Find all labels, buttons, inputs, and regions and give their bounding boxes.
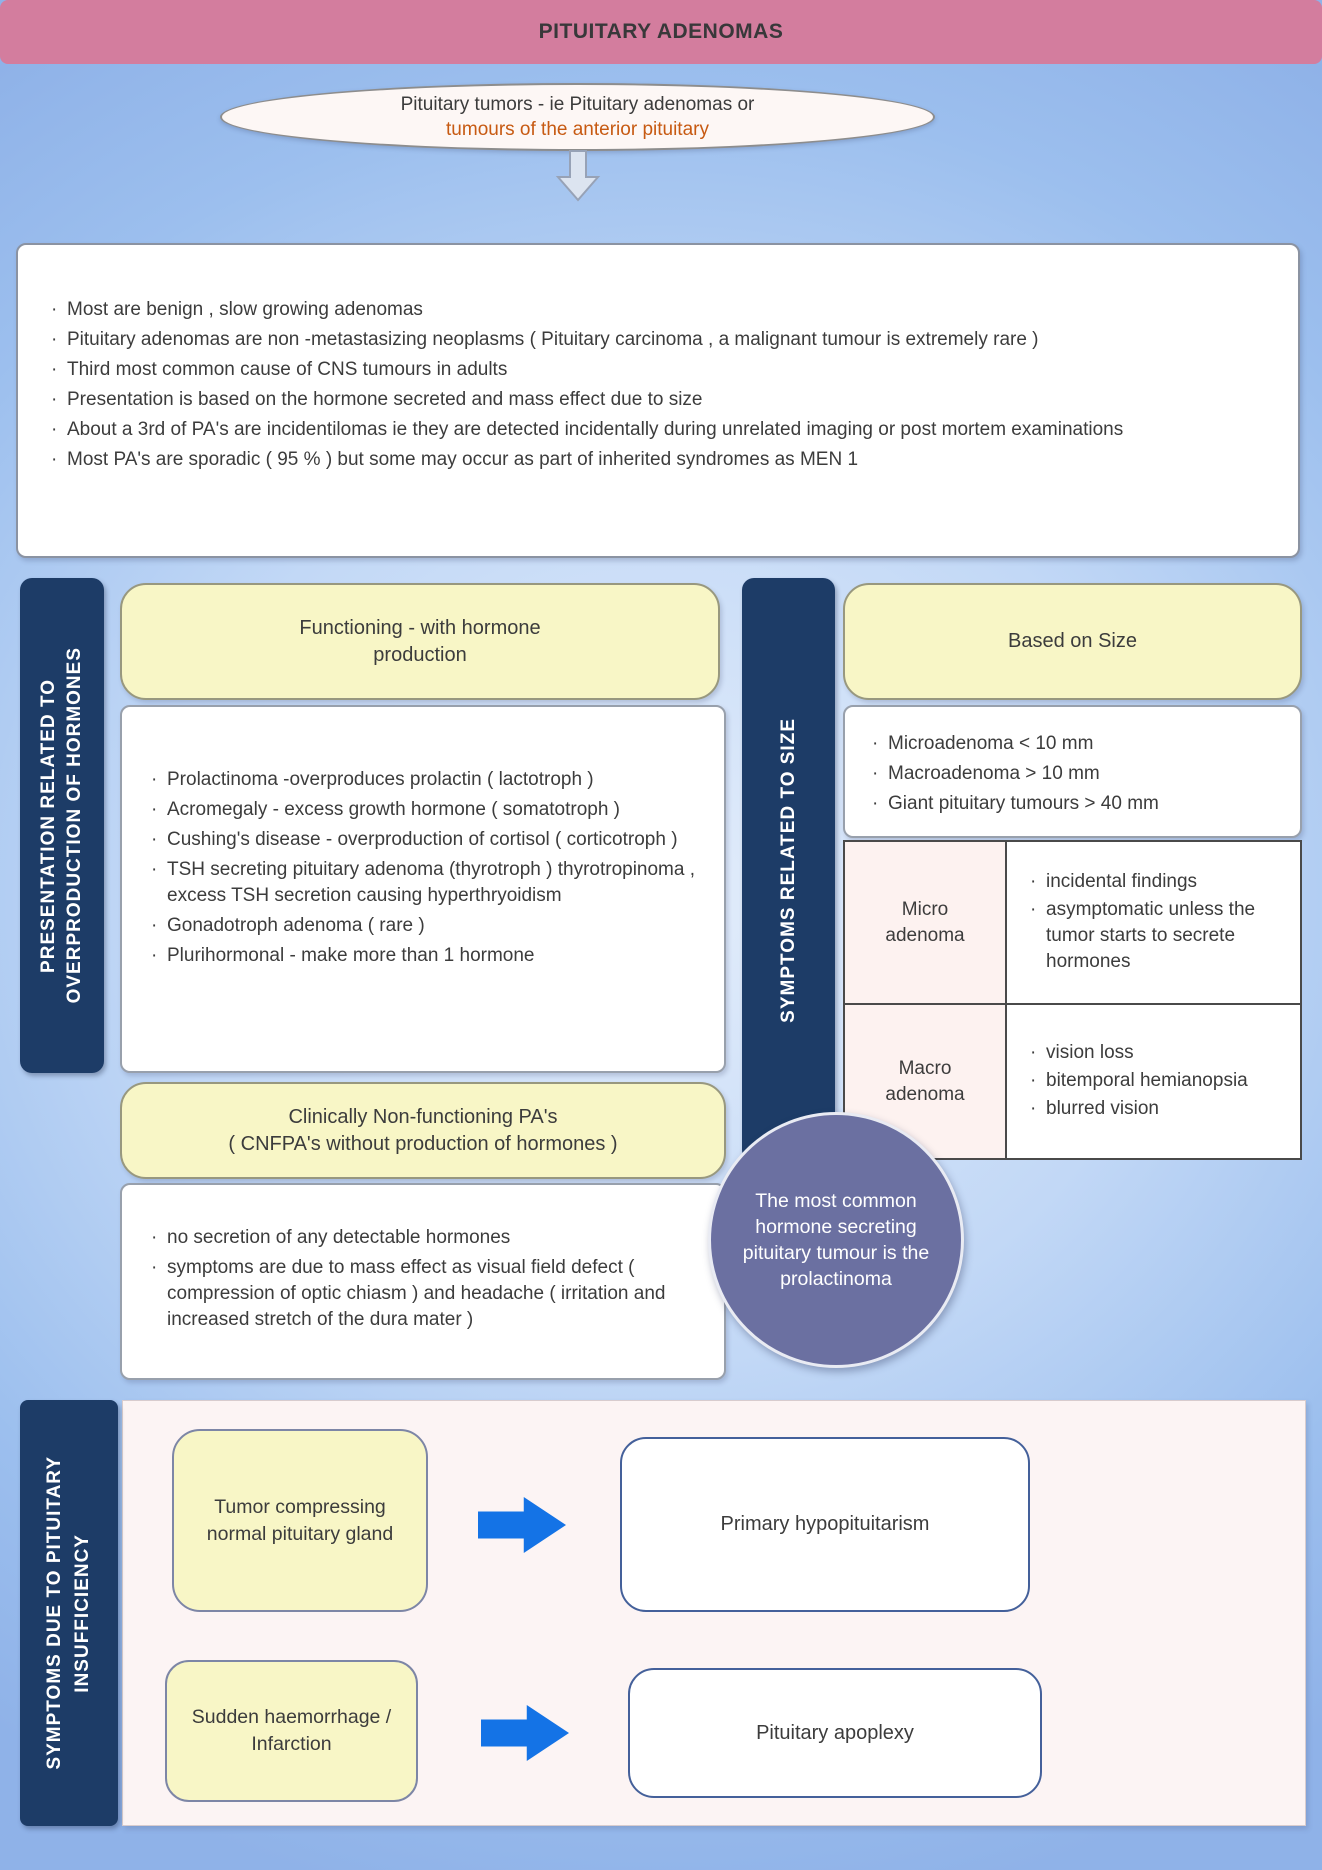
effect-box-apoplexy: Pituitary apoplexy — [628, 1668, 1042, 1798]
functioning-bullet: · TSH secreting pituitary adenoma (thyrotroph ) thyrotropinoma , excess TSH secretion causing hyperthryoidism — [148, 857, 706, 909]
sidebar-symptoms-size — [742, 578, 835, 1162]
sidebar-hormone-line-1: PRESENTATION RELATED TO — [38, 678, 59, 973]
micro-symptom: · incidental findings — [1027, 869, 1300, 895]
size-table-label-macro: Macro adenoma — [844, 1004, 1006, 1159]
cnfpa-header-box — [120, 1082, 726, 1179]
overview-bullet: · Third most common cause of CNS tumours in adults — [48, 357, 1258, 383]
size-bullet: · Giant pituitary tumours > 40 mm — [869, 791, 1288, 817]
sidebar-insufficiency-line-1: SYMPTOMS DUE TO PITUITARY — [44, 1456, 65, 1770]
prolactinoma-note-circle — [708, 1112, 964, 1368]
down-arrow-icon — [550, 149, 606, 203]
definition-ellipse — [220, 83, 935, 151]
page-title-banner — [0, 0, 1322, 64]
cnfpa-title-line-2: ( CNFPA's without production of hormones ) — [228, 1132, 618, 1155]
cnfpa-bullet-list — [148, 1225, 706, 1333]
size-bullet: · Microadenoma < 10 mm — [869, 731, 1288, 757]
size-table — [843, 840, 1302, 1160]
cause-box-haemorrhage: Sudden haemorrhage / Infarction — [165, 1660, 418, 1802]
size-bullet-list — [869, 731, 1288, 817]
overview-bullet: · Most PA's are sporadic ( 95 % ) but some may occur as part of inherited syndromes as MEN 1 — [48, 447, 1258, 473]
size-bullet: · Macroadenoma > 10 mm — [869, 761, 1288, 787]
sidebar-size-label: SYMPTOMS RELATED TO SIZE — [777, 717, 799, 1023]
macro-symptom: · vision loss — [1027, 1040, 1248, 1066]
cnfpa-list-box — [120, 1183, 726, 1380]
sidebar-pituitary-insufficiency — [20, 1400, 118, 1826]
functioning-bullet: · Gonadotroph adenoma ( rare ) — [148, 913, 706, 939]
cnfpa-title-line-1: Clinically Non-functioning PA's — [288, 1105, 558, 1128]
overview-bullet: · Presentation is based on the hormone secreted and mass effect due to size — [48, 387, 1258, 413]
macro-symptom: · blurred vision — [1027, 1096, 1248, 1122]
functioning-title-line-2: production — [373, 643, 467, 666]
overview-bullet: · Most are benign , slow growing adenomas — [48, 297, 1258, 323]
sidebar-hormone-overproduction — [20, 578, 104, 1073]
overview-box — [16, 243, 1300, 558]
size-header-box — [843, 583, 1302, 700]
overview-bullet-list — [48, 297, 1258, 473]
sidebar-insufficiency-line-2: INSUFFICIENCY — [72, 1533, 93, 1693]
sidebar-hormone-line-2: OVERPRODUCTION OF HORMONES — [64, 647, 85, 1004]
functioning-bullet: · Acromegaly - excess growth hormone ( somatotroph ) — [148, 797, 706, 823]
cnfpa-bullet: · symptoms are due to mass effect as visual field defect ( compression of optic chiasm ) and headache ( irritation and increased stretch of the dura mater ) — [148, 1255, 706, 1333]
effect-box-hypopituitarism: Primary hypopituitarism — [620, 1437, 1030, 1612]
macro-symptom: · bitemporal hemianopsia — [1027, 1068, 1248, 1094]
size-table-value-micro — [1006, 841, 1301, 1004]
size-list-box — [843, 705, 1302, 838]
overview-bullet: · About a 3rd of PA's are incidentilomas ie they are detected incidentally during unrelated imaging or post mortem examinations — [48, 417, 1258, 443]
functioning-bullet-list — [148, 767, 706, 969]
functioning-bullet: · Prolactinoma -overproduces prolactin ( lactotroph ) — [148, 767, 706, 793]
functioning-title-line-1: Functioning - with hormone — [299, 616, 541, 639]
functioning-header-box — [120, 583, 720, 700]
functioning-bullet: · Cushing's disease - overproduction of cortisol ( corticotroph ) — [148, 827, 706, 853]
size-table-label-micro: Micro adenoma — [844, 841, 1006, 1004]
prolactinoma-note-text: The most common hormone secreting pituitary tumour is the prolactinoma — [742, 1190, 930, 1290]
cause-box-tumor-compression: Tumor compressing normal pituitary gland — [172, 1429, 428, 1612]
micro-symptom: · asymptomatic unless the tumor starts to secrete hormones — [1027, 897, 1300, 975]
cnfpa-bullet: · no secretion of any detectable hormones — [148, 1225, 706, 1251]
functioning-list-box — [120, 705, 726, 1073]
size-header-label: Based on Size — [1008, 630, 1137, 652]
page-title: PITUITARY ADENOMAS — [538, 20, 784, 43]
definition-line-2: tumours of the anterior pituitary — [446, 119, 709, 140]
overview-bullet: · Pituitary adenomas are non -metastasizing neoplasms ( Pituitary carcinoma , a malignant tumour is extremely rare ) — [48, 327, 1258, 353]
definition-line-1: Pituitary tumors - ie Pituitary adenomas or — [400, 94, 755, 115]
functioning-bullet: · Plurihormonal - make more than 1 hormone — [148, 943, 706, 969]
size-table-value-macro — [1006, 1004, 1301, 1159]
